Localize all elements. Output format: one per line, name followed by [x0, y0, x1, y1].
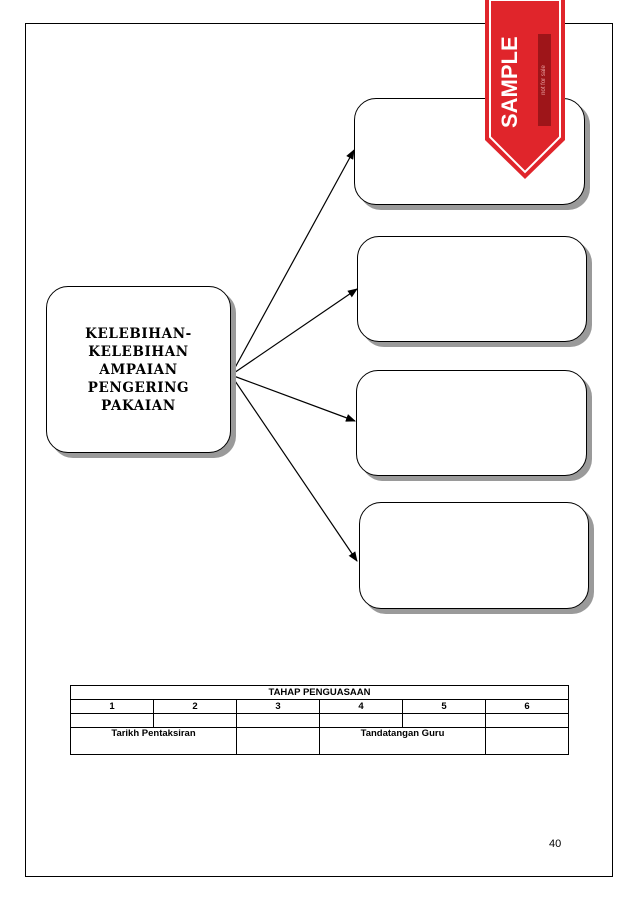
sample-small-text: not for sale — [541, 65, 547, 95]
answer-box-3[interactable] — [356, 370, 587, 476]
center-topic-label: KELEBIHAN- KELEBIHAN AMPAIAN PENGERING PAKAIAN — [85, 325, 192, 414]
table-title: TAHAP PENGUASAAN — [71, 686, 569, 700]
answer-box-2[interactable] — [357, 236, 587, 342]
level-3-cell[interactable] — [237, 714, 320, 728]
assessment-table — [70, 685, 569, 755]
level-1-header: 1 — [71, 700, 154, 714]
arrow-1 — [231, 150, 354, 375]
signature-label: Tandatangan Guru — [320, 728, 486, 755]
date-label: Tarikh Pentaksiran — [71, 728, 237, 755]
level-2-cell[interactable] — [154, 714, 237, 728]
sample-text: SAMPLE — [497, 36, 522, 128]
level-2-header: 2 — [154, 700, 237, 714]
answer-box-4[interactable] — [359, 502, 589, 609]
arrow-2 — [231, 289, 357, 375]
level-5-header: 5 — [403, 700, 486, 714]
page-number: 40 — [549, 838, 562, 850]
level-5-cell[interactable] — [403, 714, 486, 728]
center-topic-box — [46, 286, 231, 453]
level-4-cell[interactable] — [320, 714, 403, 728]
arrow-4 — [231, 375, 357, 561]
sample-stamp — [484, 0, 566, 180]
signature-field[interactable] — [486, 728, 569, 755]
level-4-header: 4 — [320, 700, 403, 714]
level-1-cell[interactable] — [71, 714, 154, 728]
date-field[interactable] — [237, 728, 320, 755]
level-3-header: 3 — [237, 700, 320, 714]
level-6-header: 6 — [486, 700, 569, 714]
arrow-3 — [231, 375, 355, 421]
level-6-cell[interactable] — [486, 714, 569, 728]
